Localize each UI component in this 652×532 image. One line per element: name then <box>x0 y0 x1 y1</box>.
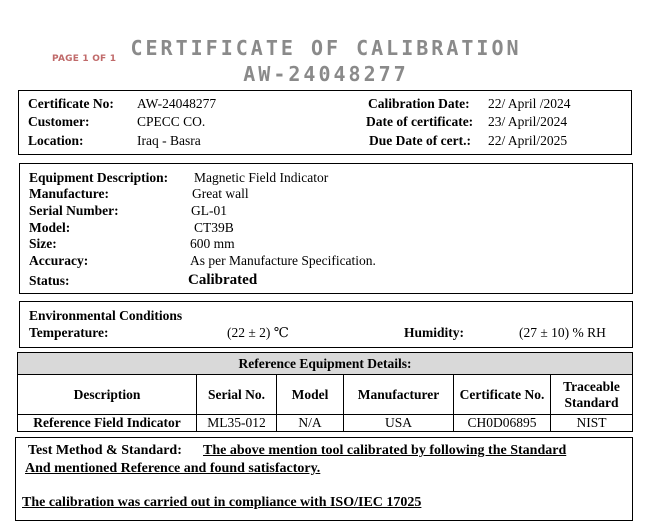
equipment-description-label: Equipment Description: <box>29 170 169 185</box>
customer-value: CPECC CO. <box>137 114 206 129</box>
test-method-text-line2: And mentioned Reference and found satisfactory. <box>25 461 321 476</box>
reference-header-row <box>18 375 633 415</box>
manufacture-value: Great wall <box>192 186 249 201</box>
column-header: Certificate No. <box>454 375 551 415</box>
test-method-text-line1: The above mention tool calibrated by following the Standard <box>203 443 567 458</box>
certificate-title: CERTIFICATE OF CALIBRATION <box>130 36 522 60</box>
date-of-certificate-value: 23/ April/2024 <box>488 114 568 129</box>
temperature-label: Temperature: <box>29 325 109 340</box>
reference-title: Reference Equipment Details: <box>18 353 633 375</box>
test-method-box <box>15 437 633 521</box>
column-header: Serial No. <box>197 375 277 415</box>
model-label: Model: <box>29 220 71 235</box>
serial-number-value: GL-01 <box>191 203 227 218</box>
temperature-value: (22 ± 2) ℃ <box>227 325 289 340</box>
column-header: Traceable Standard <box>551 375 633 415</box>
size-value: 600 mm <box>190 236 235 251</box>
table-cell: USA <box>344 415 454 432</box>
size-label: Size: <box>29 236 57 251</box>
test-method-label: Test Method & Standard: <box>28 443 182 458</box>
accuracy-value: As per Manufacture Specification. <box>190 253 376 268</box>
model-value: CT39B <box>194 220 234 235</box>
environment-heading: Environmental Conditions <box>29 308 183 323</box>
due-date-label: Due Date of cert.: <box>369 133 471 148</box>
table-cell: NIST <box>551 415 633 432</box>
table-cell: CH0D06895 <box>454 415 551 432</box>
certificate-no-value: AW-24048277 <box>137 96 217 111</box>
column-header: Manufacturer <box>344 375 454 415</box>
certificate-info-box <box>18 90 632 155</box>
table-row <box>18 415 633 432</box>
manufacture-label: Manufacture: <box>29 186 109 201</box>
equipment-box <box>19 163 633 294</box>
customer-label: Customer: <box>28 114 90 129</box>
reference-equipment-table <box>17 352 633 432</box>
compliance-statement: The calibration was carried out in compliance with ISO/IEC 17025 <box>22 495 422 510</box>
location-label: Location: <box>28 133 84 148</box>
status-value: Calibrated <box>188 272 258 288</box>
column-header: Model <box>277 375 344 415</box>
table-cell: N/A <box>277 415 344 432</box>
equipment-description-value: Magnetic Field Indicator <box>194 170 329 185</box>
due-date-value: 22/ April/2025 <box>488 133 568 148</box>
humidity-value: (27 ± 10) % RH <box>519 325 606 340</box>
certificate-no-label: Certificate No: <box>28 96 114 111</box>
accuracy-label: Accuracy: <box>29 253 89 268</box>
table-cell: ML35-012 <box>197 415 277 432</box>
reference-title-row <box>18 353 633 375</box>
table-cell: Reference Field Indicator <box>18 415 197 432</box>
status-label: Status: <box>29 273 70 288</box>
date-of-certificate-label: Date of certificate: <box>366 114 474 129</box>
column-header: Description <box>18 375 197 415</box>
location-value: Iraq - Basra <box>137 133 201 148</box>
serial-number-label: Serial Number: <box>29 203 119 218</box>
environment-box <box>19 301 633 348</box>
calibration-date-label: Calibration Date: <box>368 96 470 111</box>
page-number: PAGE 1 OF 1 <box>52 54 117 64</box>
certificate-code: AW-24048277 <box>243 62 409 86</box>
humidity-label: Humidity: <box>404 325 465 340</box>
calibration-date-value: 22/ April /2024 <box>488 96 571 111</box>
